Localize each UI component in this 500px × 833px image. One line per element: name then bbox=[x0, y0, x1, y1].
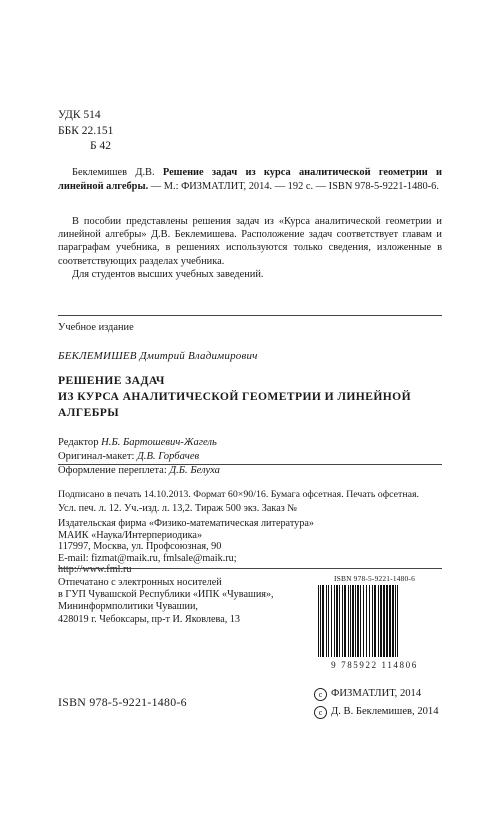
biblio-title: Решение задач из курса аналитической геометрии и линейной алгебры. bbox=[58, 167, 442, 193]
barcode-bar bbox=[348, 585, 349, 657]
printer-line: 428019 г. Чебоксары, пр-т И. Яковлева, 13 bbox=[58, 613, 241, 625]
copyright-text: Д. В. Беклемишев, 2014 bbox=[331, 706, 439, 717]
barcode-bar bbox=[322, 585, 324, 657]
book-title-line: РЕШЕНИЕ ЗАДАЧ bbox=[58, 374, 165, 387]
printer-line: Мининформполитики Чувашии, bbox=[58, 601, 198, 613]
copyright-line bbox=[314, 685, 439, 703]
edition-type: Учебное издание bbox=[58, 322, 134, 333]
barcode-bar bbox=[363, 585, 364, 657]
copyright-block bbox=[314, 685, 439, 721]
barcode-bar bbox=[342, 585, 343, 657]
credit-layout bbox=[58, 450, 220, 464]
credit-role: Оформление переплета: bbox=[58, 465, 167, 476]
publisher-line: E-mail: fizmat@maik.ru, fmlsale@maik.ru; bbox=[58, 552, 237, 564]
author-full-name: БЕКЛЕМИШЕВ Дмитрий Владимирович bbox=[58, 350, 258, 362]
publisher-line: http://www.fml.ru bbox=[58, 564, 132, 576]
publisher-line: Издательская фирма «Физико-математическая литература» bbox=[58, 518, 314, 529]
credit-role: Редактор bbox=[58, 437, 99, 448]
author-mark: Б 42 bbox=[90, 140, 111, 152]
barcode-bar bbox=[320, 585, 321, 657]
barcode-bar bbox=[380, 585, 382, 657]
barcode-bar bbox=[374, 585, 376, 657]
credit-name: Д.Б. Белуха bbox=[169, 465, 220, 476]
annotation bbox=[58, 215, 442, 281]
barcode-bar bbox=[331, 585, 332, 657]
barcode-bar bbox=[366, 585, 367, 657]
copyright-icon: c bbox=[314, 706, 327, 719]
publisher-line: МАИК «Наука/Интерпериодика» bbox=[58, 529, 203, 541]
divider bbox=[58, 464, 442, 465]
credit-name: Н.Б. Бартошевич-Жагель bbox=[101, 437, 217, 448]
annotation-audience: Для студентов высших учебных заведений. bbox=[72, 268, 264, 280]
barcode-bar bbox=[339, 585, 340, 657]
barcode-bar bbox=[360, 585, 361, 657]
barcode-bar bbox=[357, 585, 359, 657]
biblio-rest: — М.: ФИЗМАТЛИТ, 2014. — 192 с. — ISBN 978-5-9221-1480-6. bbox=[150, 181, 439, 193]
barcode-bar bbox=[326, 585, 327, 657]
barcode-isbn-label: ISBN 978-5-9221-1480-6 bbox=[334, 574, 415, 583]
printer-info bbox=[58, 577, 274, 626]
barcode-bar bbox=[328, 585, 329, 657]
copyright-line bbox=[314, 703, 439, 721]
annotation-paragraph: В пособии представлены решения задач из «Курса аналитической геометрии и линейной алгебры» Д.В. Беклемишева. Расположение задач соответствует главам и параграфам учебника, в решениях используются только сведения, изложенные в соответствующих разделах учебника. bbox=[58, 216, 442, 267]
biblio-author: Беклемишев Д.В. bbox=[72, 167, 155, 178]
barcode-bar bbox=[334, 585, 335, 657]
barcode-bar bbox=[383, 585, 385, 657]
barcode-bar bbox=[369, 585, 370, 657]
barcode-digits: 9 785922 114806 bbox=[331, 660, 418, 670]
barcode-bar bbox=[352, 585, 354, 657]
bbk-code: ББК 22.151 bbox=[58, 124, 114, 137]
barcode-bar bbox=[344, 585, 346, 657]
barcode-bars bbox=[308, 583, 441, 661]
barcode-bar bbox=[336, 585, 338, 657]
divider bbox=[58, 315, 442, 316]
book-title-line: ИЗ КУРСА АНАЛИТИЧЕСКОЙ ГЕОМЕТРИИ И ЛИНЕЙНОЙ bbox=[58, 390, 411, 403]
barcode-bar bbox=[372, 585, 373, 657]
book-title bbox=[58, 373, 442, 421]
barcode-bar bbox=[395, 585, 396, 657]
isbn-number: ISBN 978-5-9221-1480-6 bbox=[58, 695, 187, 709]
barcode-bar bbox=[397, 585, 398, 657]
credit-role: Оригинал-макет: bbox=[58, 451, 135, 462]
credit-name: Д.В. Горбачев bbox=[137, 451, 200, 462]
copyright-text: ФИЗМАТЛИТ, 2014 bbox=[331, 688, 422, 699]
copyright-icon: c bbox=[314, 688, 327, 701]
barcode-bar bbox=[386, 585, 388, 657]
classification-codes bbox=[58, 108, 113, 155]
barcode-bar bbox=[355, 585, 356, 657]
divider bbox=[58, 568, 442, 569]
barcode-bar bbox=[350, 585, 351, 657]
publisher-line: 117997, Москва, ул. Профсоюзная, 90 bbox=[58, 541, 222, 553]
book-title-line: АЛГЕБРЫ bbox=[58, 406, 120, 419]
printer-line: Отпечатано с электронных носителей bbox=[58, 577, 222, 588]
isbn-barcode bbox=[308, 574, 441, 670]
printer-line: в ГУП Чувашской Республики «ИПК «Чувашия», bbox=[58, 589, 274, 601]
barcode-bar bbox=[318, 585, 319, 657]
print-info-line: Усл. печ. л. 12. Уч.-изд. л. 13,2. Тираж 500 экз. Заказ № bbox=[58, 502, 298, 514]
credits bbox=[58, 436, 220, 478]
barcode-bar bbox=[389, 585, 391, 657]
barcode-bar bbox=[392, 585, 394, 657]
print-info-line: Подписано в печать 14.10.2013. Формат 60×90/16. Бумага офсетная. Печать офсетная. bbox=[58, 489, 420, 500]
udk-code: УДК 514 bbox=[58, 109, 101, 121]
credit-editor bbox=[58, 436, 220, 450]
bibliographic-record bbox=[58, 166, 442, 194]
credit-cover bbox=[58, 464, 220, 478]
print-info bbox=[58, 488, 442, 515]
barcode-bar bbox=[378, 585, 379, 657]
